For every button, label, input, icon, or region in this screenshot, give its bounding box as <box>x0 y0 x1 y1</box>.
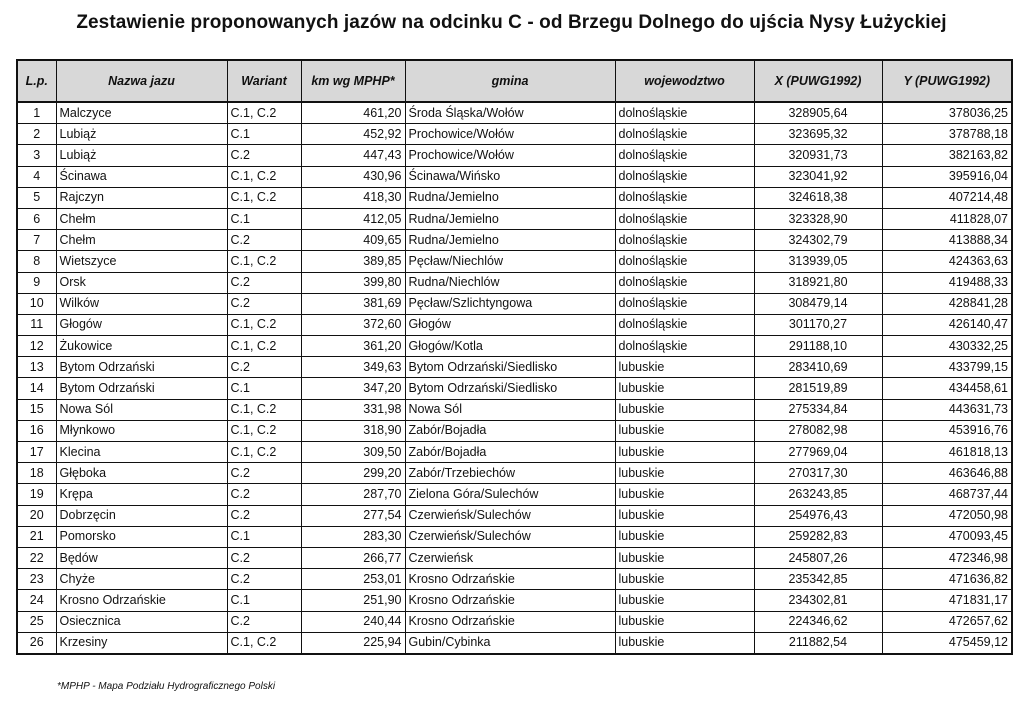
cell-x: 263243,85 <box>754 484 882 505</box>
cell-voivodeship: dolnośląskie <box>615 314 754 335</box>
cell-gmina: Głogów/Kotla <box>405 336 615 357</box>
cell-lp: 5 <box>17 187 56 208</box>
cell-variant: C.1, C.2 <box>227 420 301 441</box>
table-row <box>17 124 1012 145</box>
cell-y: 419488,33 <box>882 272 1012 293</box>
cell-lp: 22 <box>17 547 56 568</box>
cell-lp: 23 <box>17 569 56 590</box>
cell-y: 413888,34 <box>882 230 1012 251</box>
cell-km: 349,63 <box>301 357 405 378</box>
cell-km: 412,05 <box>301 208 405 229</box>
cell-gmina: Czerwieńsk/Sulechów <box>405 505 615 526</box>
cell-voivodeship: lubuskie <box>615 378 754 399</box>
cell-km: 266,77 <box>301 547 405 568</box>
cell-y: 433799,15 <box>882 357 1012 378</box>
cell-x: 278082,98 <box>754 420 882 441</box>
cell-gmina: Rudna/Niechlów <box>405 272 615 293</box>
cell-name: Głęboka <box>56 463 227 484</box>
cell-gmina: Bytom Odrzański/Siedlisko <box>405 378 615 399</box>
cell-name: Krosno Odrzańskie <box>56 590 227 611</box>
cell-lp: 8 <box>17 251 56 272</box>
cell-name: Bytom Odrzański <box>56 378 227 399</box>
cell-name: Będów <box>56 547 227 568</box>
cell-variant: C.1, C.2 <box>227 632 301 654</box>
cell-variant: C.2 <box>227 569 301 590</box>
cell-x: 245807,26 <box>754 547 882 568</box>
cell-y: 453916,76 <box>882 420 1012 441</box>
cell-gmina: Rudna/Jemielno <box>405 208 615 229</box>
cell-gmina: Zielona Góra/Sulechów <box>405 484 615 505</box>
table-row <box>17 230 1012 251</box>
cell-lp: 6 <box>17 208 56 229</box>
cell-voivodeship: lubuskie <box>615 526 754 547</box>
cell-y: 463646,88 <box>882 463 1012 484</box>
cell-name: Wietszyce <box>56 251 227 272</box>
cell-gmina: Bytom Odrzański/Siedlisko <box>405 357 615 378</box>
cell-variant: C.1, C.2 <box>227 251 301 272</box>
cell-x: 259282,83 <box>754 526 882 547</box>
cell-km: 225,94 <box>301 632 405 654</box>
cell-y: 443631,73 <box>882 399 1012 420</box>
cell-gmina: Pęcław/Niechlów <box>405 251 615 272</box>
cell-lp: 19 <box>17 484 56 505</box>
table-row <box>17 590 1012 611</box>
cell-lp: 26 <box>17 632 56 654</box>
cell-name: Chełm <box>56 208 227 229</box>
cell-y: 426140,47 <box>882 314 1012 335</box>
cell-y: 428841,28 <box>882 293 1012 314</box>
cell-km: 389,85 <box>301 251 405 272</box>
cell-name: Bytom Odrzański <box>56 357 227 378</box>
cell-lp: 13 <box>17 357 56 378</box>
cell-gmina: Ścinawa/Wińsko <box>405 166 615 187</box>
cell-name: Nowa Sól <box>56 399 227 420</box>
cell-km: 461,20 <box>301 102 405 124</box>
cell-variant: C.2 <box>227 293 301 314</box>
cell-voivodeship: dolnośląskie <box>615 208 754 229</box>
cell-variant: C.2 <box>227 145 301 166</box>
footnote: *MPHP - Mapa Podziału Hydrograficznego Polski <box>57 681 276 692</box>
cell-x: 234302,81 <box>754 590 882 611</box>
cell-variant: C.2 <box>227 611 301 632</box>
cell-voivodeship: lubuskie <box>615 420 754 441</box>
cell-km: 331,98 <box>301 399 405 420</box>
cell-voivodeship: lubuskie <box>615 590 754 611</box>
cell-y: 471636,82 <box>882 569 1012 590</box>
cell-voivodeship: dolnośląskie <box>615 187 754 208</box>
cell-voivodeship: lubuskie <box>615 611 754 632</box>
column-header-y: Y (PUWG1992) <box>882 60 1012 102</box>
cell-km: 240,44 <box>301 611 405 632</box>
cell-voivodeship: lubuskie <box>615 399 754 420</box>
cell-variant: C.1 <box>227 378 301 399</box>
cell-km: 430,96 <box>301 166 405 187</box>
table-row <box>17 569 1012 590</box>
cell-x: 283410,69 <box>754 357 882 378</box>
weirs-table <box>16 59 1013 655</box>
cell-x: 235342,85 <box>754 569 882 590</box>
cell-x: 277969,04 <box>754 442 882 463</box>
cell-x: 318921,80 <box>754 272 882 293</box>
cell-y: 434458,61 <box>882 378 1012 399</box>
table-row <box>17 187 1012 208</box>
cell-lp: 12 <box>17 336 56 357</box>
column-header-lp: L.p. <box>17 60 56 102</box>
cell-voivodeship: dolnośląskie <box>615 336 754 357</box>
column-header-voivodeship: wojewodztwo <box>615 60 754 102</box>
cell-variant: C.2 <box>227 505 301 526</box>
cell-lp: 7 <box>17 230 56 251</box>
cell-x: 323695,32 <box>754 124 882 145</box>
cell-variant: C.1, C.2 <box>227 166 301 187</box>
cell-gmina: Nowa Sól <box>405 399 615 420</box>
cell-name: Orsk <box>56 272 227 293</box>
cell-voivodeship: lubuskie <box>615 505 754 526</box>
cell-name: Lubiąż <box>56 124 227 145</box>
cell-km: 447,43 <box>301 145 405 166</box>
table-row <box>17 484 1012 505</box>
cell-voivodeship: dolnośląskie <box>615 230 754 251</box>
cell-variant: C.1, C.2 <box>227 336 301 357</box>
cell-name: Młynkowo <box>56 420 227 441</box>
cell-y: 378788,18 <box>882 124 1012 145</box>
cell-voivodeship: dolnośląskie <box>615 102 754 124</box>
cell-km: 283,30 <box>301 526 405 547</box>
column-header-variant: Wariant <box>227 60 301 102</box>
table-row <box>17 505 1012 526</box>
cell-lp: 2 <box>17 124 56 145</box>
table-row <box>17 102 1012 124</box>
page-title: Zestawienie proponowanych jazów na odcinku C - od Brzegu Dolnego do ujścia Nysy Łużyckiej <box>76 12 947 33</box>
cell-voivodeship: dolnośląskie <box>615 272 754 293</box>
cell-name: Malczyce <box>56 102 227 124</box>
table-row <box>17 208 1012 229</box>
cell-y: 407214,48 <box>882 187 1012 208</box>
cell-y: 378036,25 <box>882 102 1012 124</box>
cell-variant: C.1 <box>227 124 301 145</box>
cell-x: 281519,89 <box>754 378 882 399</box>
column-header-x: X (PUWG1992) <box>754 60 882 102</box>
cell-name: Żukowice <box>56 336 227 357</box>
cell-gmina: Krosno Odrzańskie <box>405 611 615 632</box>
cell-voivodeship: lubuskie <box>615 484 754 505</box>
column-header-name: Nazwa jazu <box>56 60 227 102</box>
cell-name: Krzesiny <box>56 632 227 654</box>
table-row <box>17 166 1012 187</box>
cell-y: 411828,07 <box>882 208 1012 229</box>
cell-lp: 24 <box>17 590 56 611</box>
cell-y: 424363,63 <box>882 251 1012 272</box>
cell-gmina: Zabór/Trzebiechów <box>405 463 615 484</box>
cell-variant: C.1, C.2 <box>227 102 301 124</box>
cell-name: Osiecznica <box>56 611 227 632</box>
cell-lp: 20 <box>17 505 56 526</box>
cell-gmina: Rudna/Jemielno <box>405 230 615 251</box>
cell-y: 468737,44 <box>882 484 1012 505</box>
cell-x: 324302,79 <box>754 230 882 251</box>
table-row <box>17 463 1012 484</box>
cell-voivodeship: lubuskie <box>615 357 754 378</box>
cell-voivodeship: lubuskie <box>615 547 754 568</box>
column-header-km: km wg MPHP* <box>301 60 405 102</box>
cell-voivodeship: dolnośląskie <box>615 293 754 314</box>
cell-km: 299,20 <box>301 463 405 484</box>
cell-variant: C.1 <box>227 526 301 547</box>
cell-gmina: Czerwieńsk/Sulechów <box>405 526 615 547</box>
table-row <box>17 145 1012 166</box>
cell-lp: 11 <box>17 314 56 335</box>
cell-variant: C.1 <box>227 590 301 611</box>
cell-y: 382163,82 <box>882 145 1012 166</box>
table-row <box>17 611 1012 632</box>
cell-km: 381,69 <box>301 293 405 314</box>
cell-gmina: Krosno Odrzańskie <box>405 590 615 611</box>
cell-variant: C.1, C.2 <box>227 399 301 420</box>
cell-name: Rajczyn <box>56 187 227 208</box>
cell-lp: 10 <box>17 293 56 314</box>
cell-lp: 4 <box>17 166 56 187</box>
cell-variant: C.2 <box>227 547 301 568</box>
column-header-gmina: gmina <box>405 60 615 102</box>
cell-km: 318,90 <box>301 420 405 441</box>
cell-km: 287,70 <box>301 484 405 505</box>
cell-name: Chełm <box>56 230 227 251</box>
cell-gmina: Zabór/Bojadła <box>405 442 615 463</box>
cell-lp: 16 <box>17 420 56 441</box>
cell-lp: 21 <box>17 526 56 547</box>
cell-name: Chyże <box>56 569 227 590</box>
cell-km: 253,01 <box>301 569 405 590</box>
cell-y: 471831,17 <box>882 590 1012 611</box>
cell-gmina: Głogów <box>405 314 615 335</box>
cell-km: 372,60 <box>301 314 405 335</box>
table-row <box>17 314 1012 335</box>
cell-variant: C.2 <box>227 357 301 378</box>
table-row <box>17 357 1012 378</box>
cell-x: 328905,64 <box>754 102 882 124</box>
table-row <box>17 420 1012 441</box>
table-row <box>17 442 1012 463</box>
cell-voivodeship: lubuskie <box>615 632 754 654</box>
cell-km: 251,90 <box>301 590 405 611</box>
cell-y: 472050,98 <box>882 505 1012 526</box>
table-row <box>17 526 1012 547</box>
cell-y: 472346,98 <box>882 547 1012 568</box>
cell-gmina: Czerwieńsk <box>405 547 615 568</box>
cell-lp: 1 <box>17 102 56 124</box>
cell-name: Klecina <box>56 442 227 463</box>
cell-km: 347,20 <box>301 378 405 399</box>
cell-variant: C.1, C.2 <box>227 442 301 463</box>
cell-y: 470093,45 <box>882 526 1012 547</box>
cell-variant: C.2 <box>227 484 301 505</box>
table-row <box>17 293 1012 314</box>
cell-x: 224346,62 <box>754 611 882 632</box>
cell-km: 277,54 <box>301 505 405 526</box>
cell-gmina: Prochowice/Wołów <box>405 145 615 166</box>
cell-gmina: Gubin/Cybinka <box>405 632 615 654</box>
cell-voivodeship: lubuskie <box>615 463 754 484</box>
cell-lp: 3 <box>17 145 56 166</box>
cell-variant: C.1, C.2 <box>227 314 301 335</box>
table-row <box>17 378 1012 399</box>
cell-name: Dobrzęcin <box>56 505 227 526</box>
cell-gmina: Środa Śląska/Wołów <box>405 102 615 124</box>
cell-km: 418,30 <box>301 187 405 208</box>
cell-voivodeship: lubuskie <box>615 569 754 590</box>
table-row <box>17 547 1012 568</box>
cell-voivodeship: dolnośląskie <box>615 251 754 272</box>
cell-x: 320931,73 <box>754 145 882 166</box>
cell-y: 475459,12 <box>882 632 1012 654</box>
cell-x: 324618,38 <box>754 187 882 208</box>
cell-name: Lubiąż <box>56 145 227 166</box>
table-row <box>17 632 1012 654</box>
cell-y: 430332,25 <box>882 336 1012 357</box>
cell-x: 270317,30 <box>754 463 882 484</box>
cell-name: Ścinawa <box>56 166 227 187</box>
cell-gmina: Krosno Odrzańskie <box>405 569 615 590</box>
cell-x: 323328,90 <box>754 208 882 229</box>
table-row <box>17 251 1012 272</box>
cell-y: 461818,13 <box>882 442 1012 463</box>
cell-gmina: Pęcław/Szlichtyngowa <box>405 293 615 314</box>
cell-voivodeship: dolnośląskie <box>615 124 754 145</box>
cell-variant: C.1 <box>227 208 301 229</box>
cell-x: 313939,05 <box>754 251 882 272</box>
cell-km: 409,65 <box>301 230 405 251</box>
cell-km: 399,80 <box>301 272 405 293</box>
cell-variant: C.1, C.2 <box>227 187 301 208</box>
cell-voivodeship: dolnośląskie <box>615 145 754 166</box>
cell-lp: 25 <box>17 611 56 632</box>
cell-voivodeship: dolnośląskie <box>615 166 754 187</box>
cell-name: Krępa <box>56 484 227 505</box>
cell-y: 395916,04 <box>882 166 1012 187</box>
cell-gmina: Prochowice/Wołów <box>405 124 615 145</box>
cell-variant: C.2 <box>227 272 301 293</box>
cell-km: 309,50 <box>301 442 405 463</box>
cell-km: 361,20 <box>301 336 405 357</box>
cell-lp: 17 <box>17 442 56 463</box>
table-row <box>17 399 1012 420</box>
cell-gmina: Rudna/Jemielno <box>405 187 615 208</box>
cell-x: 301170,27 <box>754 314 882 335</box>
cell-x: 291188,10 <box>754 336 882 357</box>
cell-voivodeship: lubuskie <box>615 442 754 463</box>
cell-x: 308479,14 <box>754 293 882 314</box>
table-header-row <box>17 60 1012 102</box>
cell-km: 452,92 <box>301 124 405 145</box>
cell-lp: 18 <box>17 463 56 484</box>
cell-x: 323041,92 <box>754 166 882 187</box>
cell-name: Głogów <box>56 314 227 335</box>
cell-x: 211882,54 <box>754 632 882 654</box>
table-row <box>17 336 1012 357</box>
table-body <box>17 102 1012 654</box>
cell-variant: C.2 <box>227 230 301 251</box>
cell-name: Wilków <box>56 293 227 314</box>
cell-lp: 15 <box>17 399 56 420</box>
cell-variant: C.2 <box>227 463 301 484</box>
cell-x: 275334,84 <box>754 399 882 420</box>
cell-name: Pomorsko <box>56 526 227 547</box>
cell-y: 472657,62 <box>882 611 1012 632</box>
cell-gmina: Zabór/Bojadła <box>405 420 615 441</box>
cell-lp: 14 <box>17 378 56 399</box>
table-row <box>17 272 1012 293</box>
cell-lp: 9 <box>17 272 56 293</box>
cell-x: 254976,43 <box>754 505 882 526</box>
